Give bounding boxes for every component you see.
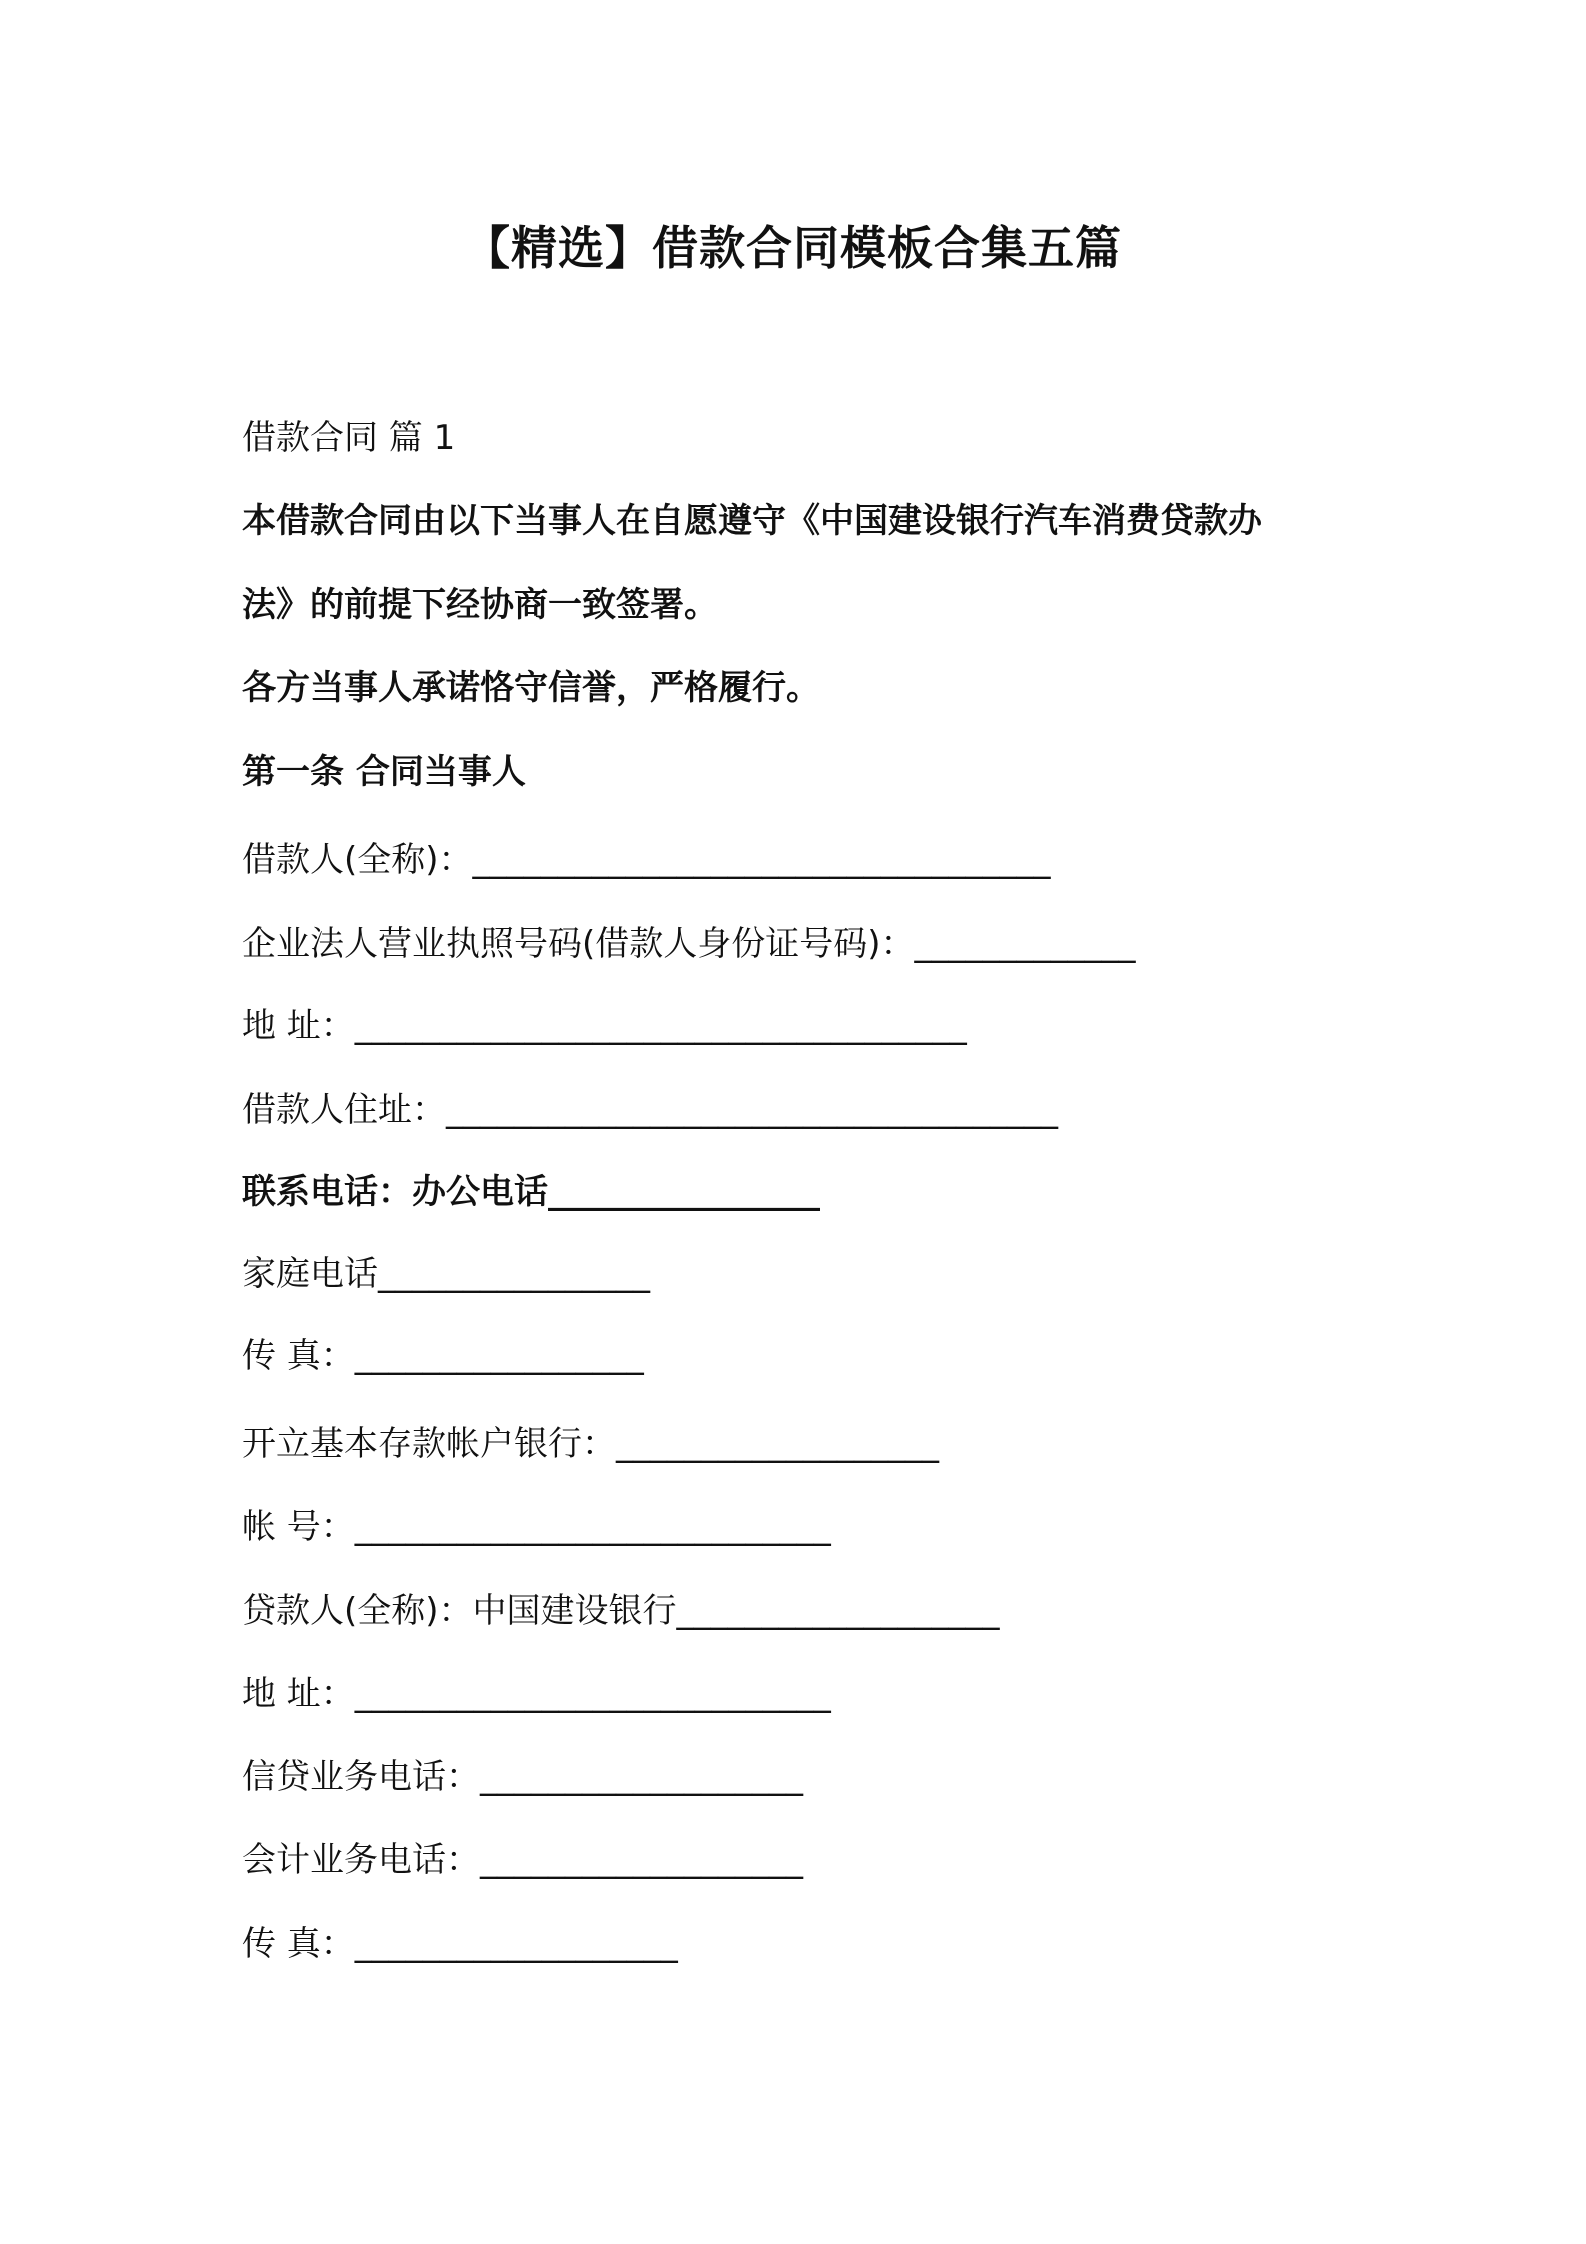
lender-name-field: 贷款人(全称)：中国建设银行___________________ [242,1591,1000,1631]
document-title: 【精选】借款合同模板合集五篇 [464,221,1122,275]
article-heading: 第一条 合同当事人 [242,752,526,792]
borrower-name-field: 借款人(全称)：__________________________________ [242,840,1051,880]
account-number-field: 帐 号：____________________________ [242,1507,831,1547]
intro-paragraph-line-1: 本借款合同由以下当事人在自愿遵守《中国建设银行汽车消费贷款办 [242,501,1262,541]
accounting-phone-field: 会计业务电话：___________________ [242,1840,803,1880]
license-number-field: 企业法人营业执照号码(借款人身份证号码)：_____________ [242,924,1136,964]
home-phone-field: 家庭电话________________ [242,1254,650,1294]
office-phone-field: 联系电话：办公电话________________ [242,1172,820,1212]
credit-phone-field: 信贷业务电话：___________________ [242,1757,803,1797]
section-heading: 借款合同 篇 1 [242,418,456,458]
commitment-line: 各方当事人承诺恪守信誉，严格履行。 [242,668,820,708]
borrower-fax-field: 传 真：_________________ [242,1336,644,1376]
lender-address-field: 地 址：____________________________ [242,1674,831,1714]
intro-paragraph-line-2: 法》的前提下经协商一致签署。 [242,585,718,625]
borrower-residence-field: 借款人住址：____________________________________ [242,1090,1058,1130]
deposit-bank-field: 开立基本存款帐户银行：___________________ [242,1424,939,1464]
lender-fax-field: 传 真：___________________ [242,1924,678,1964]
borrower-address-field: 地 址：____________________________________ [242,1006,967,1046]
